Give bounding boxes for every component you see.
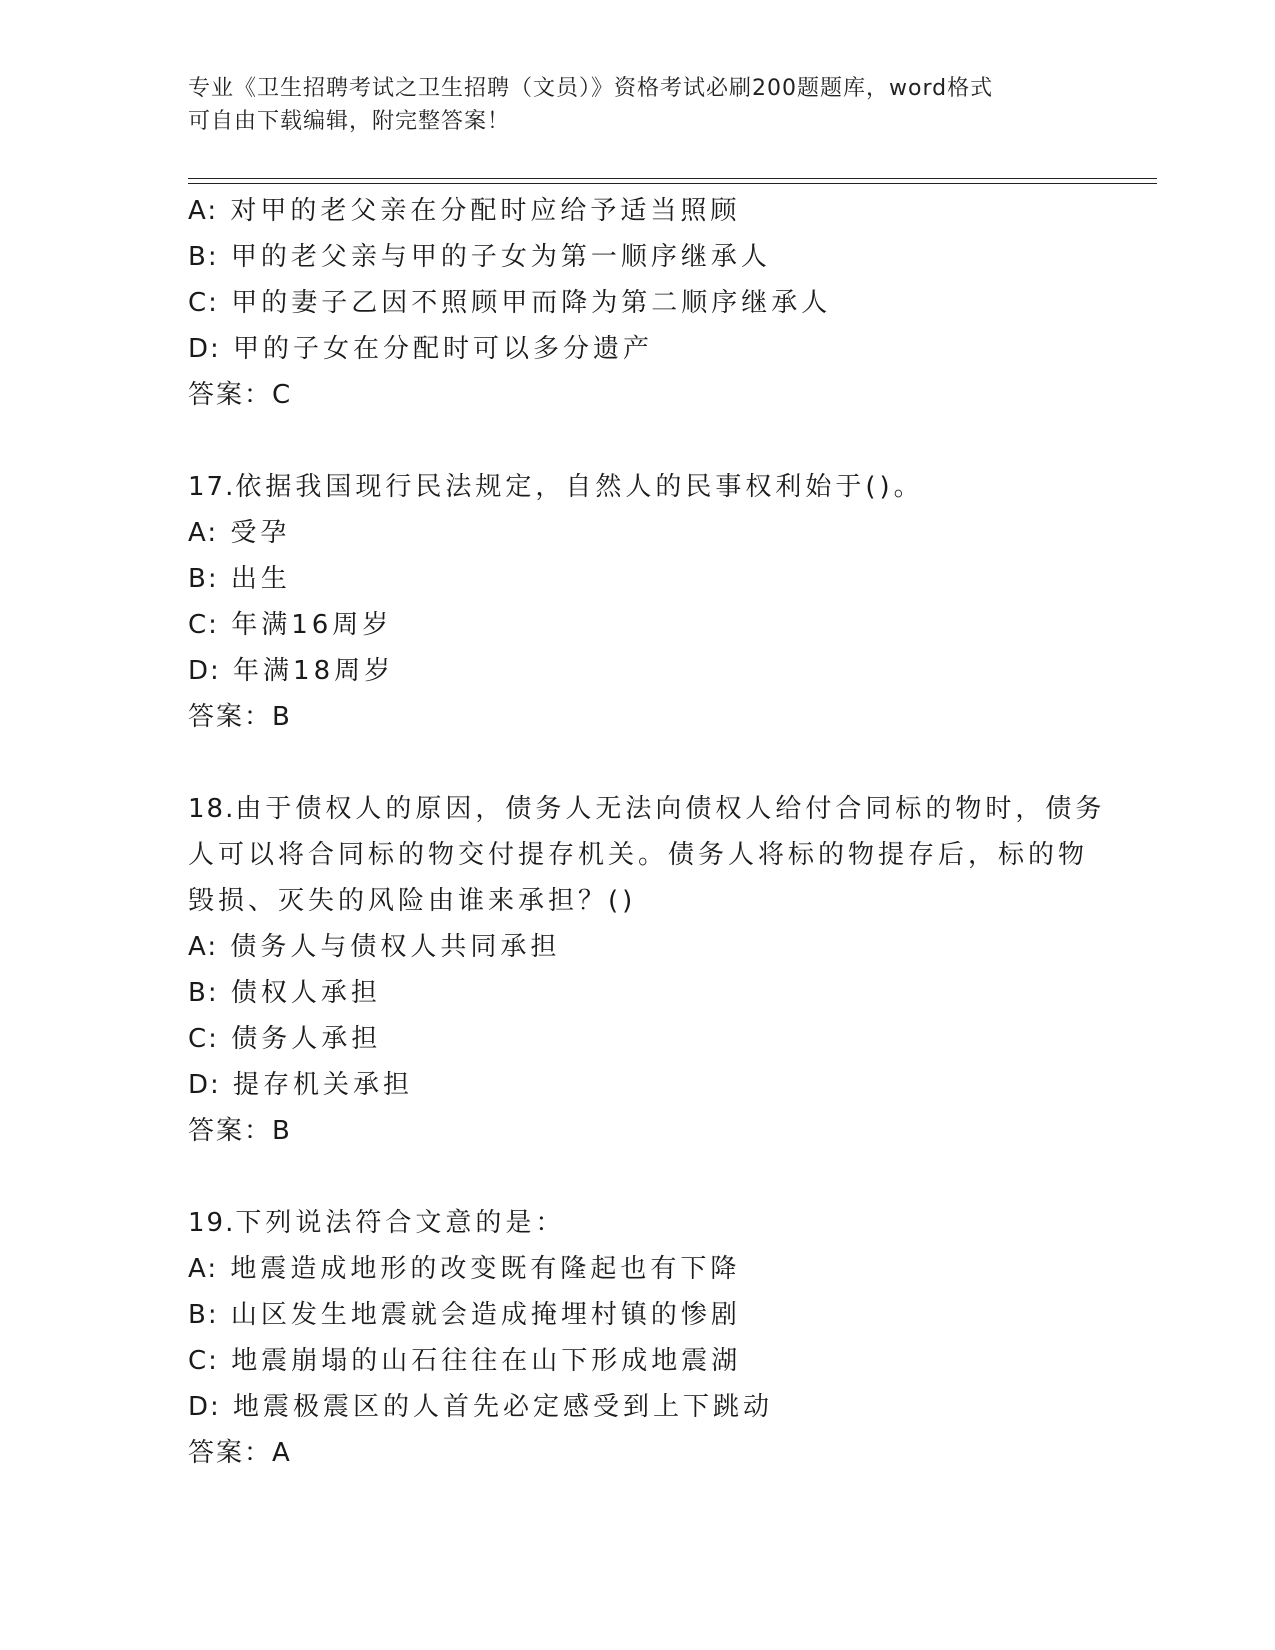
document-header [188,72,1088,138]
question-stem: 19.下列说法符合文意的是： [188,1208,566,1238]
option-d: D: 甲的子女在分配时可以多分遗产 [188,334,654,364]
header-line-1: 专业《卫生招聘考试之卫生招聘（文员）》资格考试必刷200题题库，word格式 [188,76,994,101]
answer-value: C [272,380,293,410]
answer-value: A [272,1438,292,1468]
question-number: 19. [188,1208,236,1238]
spacer [188,740,1148,786]
header-line-2: 可自由下载编辑，附完整答案！ [188,109,511,134]
question-17 [188,464,1148,740]
spacer [188,1154,1148,1200]
question-18 [188,786,1148,1154]
option-b: B: 债权人承担 [188,978,381,1008]
spacer [188,418,1148,464]
question-stem-continued: 毁损、灭失的风险由谁来承担？() [188,886,637,916]
question-19 [188,1200,1148,1476]
answer-line: 答案：A [188,1438,292,1468]
option-a: A: 受孕 [188,518,291,548]
answer-line: 答案：B [188,702,292,732]
option-a: A: 地震造成地形的改变既有隆起也有下降 [188,1254,741,1284]
question-stem: 18.由于债权人的原因，债务人无法向债权人给付合同标的物时，债务 [188,794,1106,824]
header-divider-top [188,178,1157,179]
option-d: D: 地震极震区的人首先必定感受到上下跳动 [188,1392,774,1422]
question-stem: 17.依据我国现行民法规定，自然人的民事权利始于()。 [188,472,924,502]
option-c: C: 甲的妻子乙因不照顾甲而降为第二顺序继承人 [188,288,832,318]
option-d: D: 年满18周岁 [188,656,395,686]
option-b: B: 出生 [188,564,291,594]
question-stem-continued: 人可以将合同标的物交付提存机关。债务人将标的物提存后，标的物 [188,840,1089,870]
answer-value: B [272,702,292,732]
option-b: B: 甲的老父亲与甲的子女为第一顺序继承人 [188,242,771,272]
question-16 [188,188,1148,418]
answer-line: 答案：C [188,380,293,410]
answer-value: B [272,1116,292,1146]
question-number: 17. [188,472,236,502]
option-d: D: 提存机关承担 [188,1070,414,1100]
option-c: C: 年满16周岁 [188,610,393,640]
option-a: A: 对甲的老父亲在分配时应给予适当照顾 [188,196,741,226]
option-c: C: 债务人承担 [188,1024,382,1054]
option-b: B: 山区发生地震就会造成掩埋村镇的惨剧 [188,1300,741,1330]
question-list [188,188,1148,1476]
header-divider-bottom [188,183,1157,184]
answer-line: 答案：B [188,1116,292,1146]
option-c: C: 地震崩塌的山石往往在山下形成地震湖 [188,1346,742,1376]
question-number: 18. [188,794,236,824]
option-a: A: 债务人与债权人共同承担 [188,932,561,962]
